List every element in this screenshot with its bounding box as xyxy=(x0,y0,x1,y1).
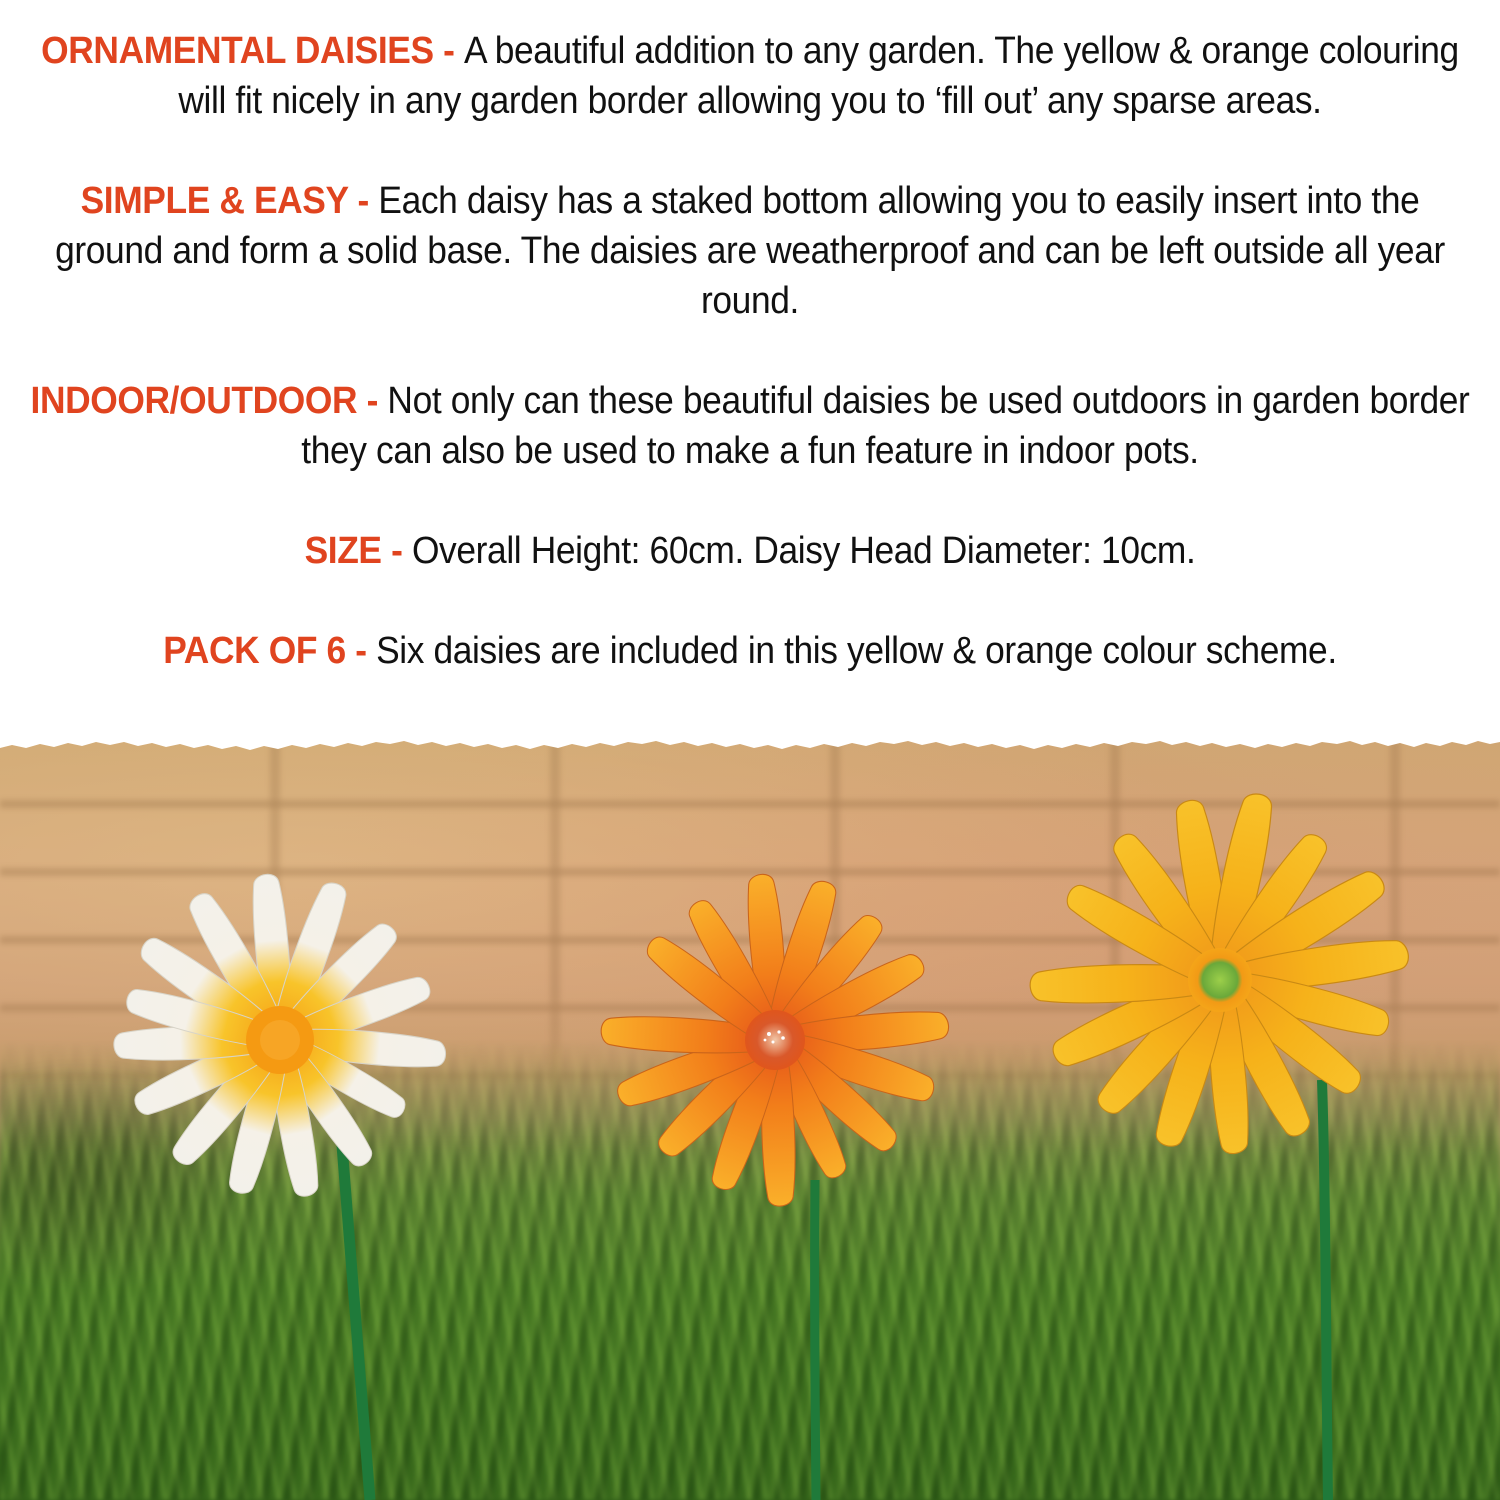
feature-body: Not only can these beautiful daisies be used outdoors in garden border they can also be used to make a fun feature in indoor pots. xyxy=(301,380,1470,472)
product-features xyxy=(0,26,1500,676)
feature-separator: - xyxy=(381,530,412,572)
feature-heading: ORNAMENTAL DAISIES xyxy=(41,30,434,72)
feature-separator: - xyxy=(433,30,464,72)
feature-ornamental-daisies xyxy=(25,26,1476,126)
white-daisy xyxy=(113,873,447,1199)
feature-pack-of-6 xyxy=(0,626,1500,676)
stem xyxy=(1322,1080,1328,1500)
daisy-flowers xyxy=(0,740,1500,1500)
feature-separator: - xyxy=(345,630,377,672)
feature-heading: SIMPLE & EASY xyxy=(80,180,349,222)
stem xyxy=(340,1120,370,1500)
feature-heading: PACK OF 6 xyxy=(163,630,346,672)
feature-indoor-outdoor xyxy=(0,376,1500,476)
feature-heading: SIZE xyxy=(304,530,382,572)
feature-heading: INDOOR/OUTDOOR xyxy=(30,380,358,422)
feature-body: Six daisies are included in this yellow & orange colour scheme. xyxy=(376,630,1337,672)
feature-separator: - xyxy=(348,180,379,222)
feature-simple-easy xyxy=(25,176,1476,326)
feature-body: Overall Height: 60cm. Daisy Head Diameter: 10cm. xyxy=(411,530,1196,572)
feature-separator: - xyxy=(357,380,388,422)
feature-body: A beautiful addition to any garden. The yellow & orange colouring will fit nicely in any garden border allowing you to ‘fill out’ any sparse areas. xyxy=(178,30,1459,122)
feature-size xyxy=(25,526,1476,576)
stem xyxy=(815,1180,816,1500)
feature-body: Each daisy has a staked bottom allowing you to easily insert into the ground and form a solid base. The daisies are weatherproof and can be left outside all year round. xyxy=(55,180,1445,322)
yellow-daisy xyxy=(1030,790,1411,1155)
orange-daisy xyxy=(600,873,950,1207)
